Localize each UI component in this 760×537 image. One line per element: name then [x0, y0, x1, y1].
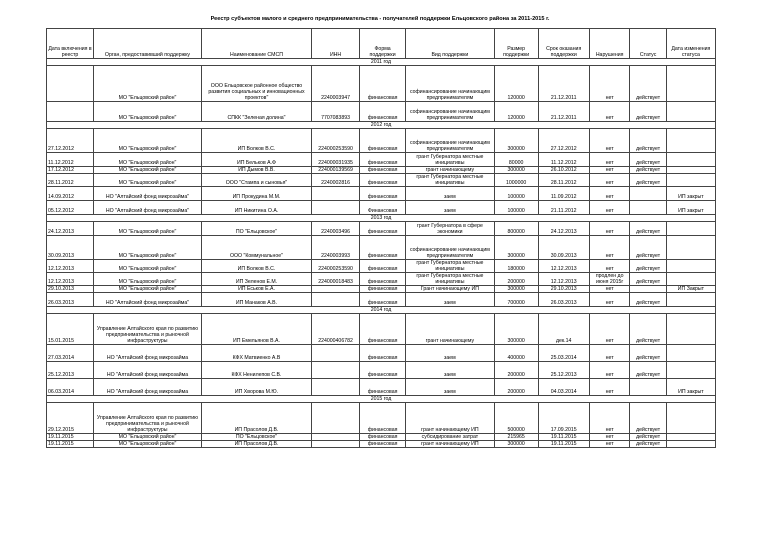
table-cell: 15.01.2015 — [47, 314, 94, 345]
table-cell: Грант начинающему ИП — [406, 286, 495, 293]
table-cell: нет — [589, 345, 630, 362]
table-cell: 30.09.2013 — [47, 236, 94, 260]
table-cell: 80000 — [494, 153, 538, 167]
table-cell: 300000 — [494, 129, 538, 153]
table-cell: ИП Никитина О.А. — [201, 201, 311, 215]
table-cell: ИП Емельянов В.А. — [201, 314, 311, 345]
table-cell: финансовая — [360, 222, 406, 236]
table-cell: МО "Ельцовский район" — [94, 174, 202, 187]
table-cell: 21.12.2011 — [538, 66, 589, 102]
table-cell: 27.03.2014 — [47, 345, 94, 362]
table-cell: действует — [630, 222, 666, 236]
table-cell: МО "Ельцовский район" — [94, 66, 202, 102]
table-cell: ИП Манаков А.В. — [201, 293, 311, 307]
table-cell: 224000139569 — [312, 167, 360, 174]
table-cell: 700000 — [494, 293, 538, 307]
table-cell: ПО "Ельцовское" — [201, 222, 311, 236]
table-cell: 26.03.2013 — [47, 293, 94, 307]
table-cell: действует — [630, 362, 666, 379]
table-cell: 12.12.2013 — [538, 273, 589, 286]
table-cell — [312, 403, 360, 434]
table-cell: нет — [589, 102, 630, 122]
table-cell: финансовая — [360, 260, 406, 273]
table-cell: финансовая — [360, 129, 406, 153]
table-cell: ИП Еськов Е.А. — [201, 286, 311, 293]
year-row — [47, 396, 716, 403]
table-cell — [666, 314, 715, 345]
table-cell: действует — [630, 434, 666, 441]
table-cell: 100000 — [494, 187, 538, 201]
table-cell: нет — [589, 129, 630, 153]
table-cell: 300000 — [494, 286, 538, 293]
table-cell: 224000018483 — [312, 273, 360, 286]
table-cell — [666, 273, 715, 286]
table-cell: Финансовая — [360, 201, 406, 215]
table-cell: грант начинающему ИП — [406, 403, 495, 434]
table-row — [47, 187, 716, 201]
table-cell — [666, 260, 715, 273]
table-cell: нет — [589, 260, 630, 273]
table-cell: действует — [630, 167, 666, 174]
table-cell — [666, 441, 715, 448]
col-header-authority: Орган, предоставивший поддержку — [94, 29, 202, 59]
table-cell: софинансирование начинающим предпринимателям — [406, 236, 495, 260]
table-cell: заем — [406, 201, 495, 215]
year-label: 2014 год — [47, 307, 716, 314]
table-cell: софинансирование начинающим предпринимателям — [406, 129, 495, 153]
table-cell: 300000 — [494, 314, 538, 345]
table-cell: ИП закрыт — [666, 187, 715, 201]
table-cell: 224000253590 — [312, 260, 360, 273]
table-cell: ПО "Ельцовское" — [201, 434, 311, 441]
table-cell: 25.03.2014 — [538, 345, 589, 362]
table-cell: 19.11.2015 — [538, 434, 589, 441]
table-cell — [47, 102, 94, 122]
table-cell — [630, 286, 666, 293]
table-cell: действует — [630, 441, 666, 448]
table-cell: МО "Ельцовский район" — [94, 222, 202, 236]
table-cell: финансовая — [360, 293, 406, 307]
table-cell: финансовая — [360, 153, 406, 167]
table-cell: финансовая — [360, 66, 406, 102]
table-cell — [666, 174, 715, 187]
table-cell: грант начинающему ИП — [406, 441, 495, 448]
table-cell: 27.12.2012 — [538, 129, 589, 153]
table-cell: ИП Прасолов Д.В. — [201, 441, 311, 448]
table-cell — [666, 345, 715, 362]
table-cell: 30.09.2013 — [538, 236, 589, 260]
table-cell — [312, 434, 360, 441]
table-cell: грант Губернатора в сфере экономики — [406, 222, 495, 236]
year-row — [47, 215, 716, 222]
table-cell: 28.11.2012 — [538, 174, 589, 187]
table-cell: нет — [589, 434, 630, 441]
table-cell — [312, 286, 360, 293]
table-cell: МО "Ельцовский район" — [94, 434, 202, 441]
col-header-kind: Вид поддержки — [406, 29, 495, 59]
table-cell: нет — [589, 441, 630, 448]
table-header-row — [47, 29, 716, 59]
table-cell: нет — [589, 403, 630, 434]
table-cell: 1000000 — [494, 174, 538, 187]
table-cell: нет — [589, 222, 630, 236]
table-cell: грант Губернатора местные инициативы — [406, 153, 495, 167]
table-cell: 180000 — [494, 260, 538, 273]
table-cell: 300000 — [494, 441, 538, 448]
table-cell: 11.09.2012 — [538, 187, 589, 201]
table-cell — [47, 66, 94, 102]
table-cell: финансовая — [360, 345, 406, 362]
col-header-date: Дата включения в реестр — [47, 29, 94, 59]
table-cell: КФХ Ненилепов С.В. — [201, 362, 311, 379]
year-label: 2013 год — [47, 215, 716, 222]
table-cell: ИП Прасолов Д.В. — [201, 403, 311, 434]
table-cell: финансовая — [360, 379, 406, 396]
table-cell: действует — [630, 403, 666, 434]
table-cell: 04.03.2014 — [538, 379, 589, 396]
table-cell: нет — [589, 167, 630, 174]
table-cell: грант начинающему — [406, 167, 495, 174]
table-cell: 400000 — [494, 345, 538, 362]
table-cell: финансовая — [360, 174, 406, 187]
table-cell — [312, 201, 360, 215]
table-cell: НО "Алтайский фонд микрозайма — [94, 345, 202, 362]
table-cell: заем — [406, 187, 495, 201]
table-cell: 24.12.2013 — [538, 222, 589, 236]
table-cell: нет — [589, 236, 630, 260]
table-cell — [666, 129, 715, 153]
table-cell: действует — [630, 102, 666, 122]
table-row — [47, 236, 716, 260]
table-cell: софинансирование начинающим предпринимателям — [406, 102, 495, 122]
table-cell: грант Губернатора местные инициативы — [406, 273, 495, 286]
table-cell: МО "Ельцовский район" — [94, 236, 202, 260]
table-row — [47, 403, 716, 434]
table-row — [47, 379, 716, 396]
table-cell — [630, 187, 666, 201]
table-cell: дек.14 — [538, 314, 589, 345]
table-cell: 25.12.2013 — [47, 362, 94, 379]
table-cell: 12.12.2013 — [538, 260, 589, 273]
table-cell: МО "Ельцовский район" — [94, 273, 202, 286]
table-cell: нет — [589, 174, 630, 187]
table-cell: софинансирование начинающим предпринимателям — [406, 66, 495, 102]
table-cell: 300000 — [494, 236, 538, 260]
col-header-form: Форма поддержки — [360, 29, 406, 59]
table-cell: 2240003496 — [312, 222, 360, 236]
table-row — [47, 345, 716, 362]
table-cell: 29.12.2015 — [47, 403, 94, 434]
table-row — [47, 314, 716, 345]
table-cell: действует — [630, 174, 666, 187]
table-cell: 2240003993 — [312, 236, 360, 260]
table-cell: МО "Ельцовский район" — [94, 441, 202, 448]
table-cell: 25.12.2013 — [538, 362, 589, 379]
table-cell — [312, 293, 360, 307]
table-cell: 24.12.2013 — [47, 222, 94, 236]
table-cell: НО "Алтайский фонд микрозайма" — [94, 187, 202, 201]
table-cell: 11.12.2012 — [538, 153, 589, 167]
table-cell — [312, 187, 360, 201]
table-cell: ИП Зеленов Е.М. — [201, 273, 311, 286]
table-cell: финансовая — [360, 167, 406, 174]
table-cell: 17.09.2015 — [538, 403, 589, 434]
year-label: 2011 год — [47, 59, 716, 66]
table-cell: финансовая — [360, 403, 406, 434]
table-cell: 21.12.2011 — [538, 102, 589, 122]
table-cell: 224000031935 — [312, 153, 360, 167]
table-cell: МО "Ельцовский район" — [94, 153, 202, 167]
table-cell: 26.10.2012 — [538, 167, 589, 174]
table-cell: финансовая — [360, 187, 406, 201]
table-cell: КФХ Матвиенко А.В — [201, 345, 311, 362]
table-cell: нет — [589, 379, 630, 396]
table-cell — [666, 403, 715, 434]
table-cell: заем — [406, 345, 495, 362]
table-cell — [630, 201, 666, 215]
table-row — [47, 66, 716, 102]
table-cell: нет — [589, 187, 630, 201]
table-row — [47, 273, 716, 286]
table-cell: 120000 — [494, 66, 538, 102]
table-row — [47, 362, 716, 379]
table-cell: действует — [630, 314, 666, 345]
table-cell: действует — [630, 66, 666, 102]
table-cell: СПКК "Зеленая долина" — [201, 102, 311, 122]
table-cell: ИП Хворова М.Ю. — [201, 379, 311, 396]
table-cell — [666, 236, 715, 260]
table-cell — [312, 362, 360, 379]
col-header-name: Наименование СМСП — [201, 29, 311, 59]
table-cell: нет — [589, 314, 630, 345]
table-cell: нет — [589, 153, 630, 167]
year-label: 2015 год — [47, 396, 716, 403]
table-cell: 05.12.2012 — [47, 201, 94, 215]
page-title: Реестр субъектов малого и среднего предпринимательства - получателей поддержки Ельцовского района за 2011-2015 г. — [210, 16, 550, 22]
table-cell: 224000406782 — [312, 314, 360, 345]
table-cell: 12.12.2013 — [47, 273, 94, 286]
table-row — [47, 201, 716, 215]
table-cell: 19.11.2015 — [47, 441, 94, 448]
table-cell: 200000 — [494, 273, 538, 286]
table-cell — [666, 102, 715, 122]
table-cell — [666, 66, 715, 102]
table-cell: 100000 — [494, 201, 538, 215]
table-cell: 28.11.2012 — [47, 174, 94, 187]
table-cell: заем — [406, 293, 495, 307]
table-cell: 17.12.2012 — [47, 167, 94, 174]
table-cell: ИП Волков В.С. — [201, 129, 311, 153]
table-cell: ИП Закрыт — [666, 286, 715, 293]
table-cell: 27.12.2012 — [47, 129, 94, 153]
table-cell: 500000 — [494, 403, 538, 434]
table-row — [47, 434, 716, 441]
table-cell: нет — [589, 293, 630, 307]
table-cell: действует — [630, 260, 666, 273]
table-cell: финансовая — [360, 273, 406, 286]
table-row — [47, 222, 716, 236]
table-cell: финансовая — [360, 441, 406, 448]
table-cell: 224000253590 — [312, 129, 360, 153]
table-cell: 200000 — [494, 362, 538, 379]
table-cell: действует — [630, 153, 666, 167]
table-cell: заем — [406, 362, 495, 379]
table-cell: действует — [630, 236, 666, 260]
table-cell: ИП закрыт — [666, 201, 715, 215]
table-cell: 26.03.2013 — [538, 293, 589, 307]
table-cell: нет — [589, 286, 630, 293]
table-cell — [666, 434, 715, 441]
col-header-violations: Нарушения — [589, 29, 630, 59]
table-cell: финансовая — [360, 434, 406, 441]
table-cell: ИП Дымов В.В. — [201, 167, 311, 174]
table-cell: 14.09.2012 — [47, 187, 94, 201]
table-cell — [630, 379, 666, 396]
col-header-status: Статус — [630, 29, 666, 59]
table-cell: действует — [630, 129, 666, 153]
table-cell: нет — [589, 66, 630, 102]
table-cell — [666, 222, 715, 236]
registry-table — [46, 28, 716, 448]
table-cell: 29.10.2013 — [47, 286, 94, 293]
table-cell: ИП Волков В.С. — [201, 260, 311, 273]
table-cell: финансовая — [360, 236, 406, 260]
year-row — [47, 307, 716, 314]
table-cell: грант Губернатора местные инициативы — [406, 174, 495, 187]
table-cell: действует — [630, 345, 666, 362]
table-cell: продлен до июня 2015г — [589, 273, 630, 286]
table-cell: финансовая — [360, 314, 406, 345]
table-cell: Управление Алтайского края по развитию предпринимательства и рыночной инфраструктуры — [94, 314, 202, 345]
table-cell: нет — [589, 362, 630, 379]
table-cell: ИП закрыт — [666, 379, 715, 396]
table-cell: 19.11.2015 — [47, 434, 94, 441]
table-cell — [312, 345, 360, 362]
table-cell: заем — [406, 379, 495, 396]
table-body — [47, 59, 716, 448]
table-cell: НО "Алтайский фонд микрозайма — [94, 379, 202, 396]
table-row — [47, 167, 716, 174]
table-cell: МО "Ельцовский район" — [94, 260, 202, 273]
table-row — [47, 293, 716, 307]
table-cell: ИП Прокудина М.М. — [201, 187, 311, 201]
table-cell: Управление Алтайского края по развитию предпринимательства и рыночной инфраструктуры — [94, 403, 202, 434]
table-cell — [312, 379, 360, 396]
table-cell: 215965 — [494, 434, 538, 441]
table-cell: 2240003947 — [312, 66, 360, 102]
table-row — [47, 174, 716, 187]
table-cell — [666, 167, 715, 174]
table-cell: финансовая — [360, 102, 406, 122]
table-row — [47, 129, 716, 153]
table-cell: МО "Ельцовский район" — [94, 286, 202, 293]
table-cell — [666, 362, 715, 379]
table-cell: ООО "Стампа и сыновья" — [201, 174, 311, 187]
table-cell: 300000 — [494, 167, 538, 174]
table-cell: МО "Ельцовский район" — [94, 167, 202, 174]
year-label: 2012 год — [47, 122, 716, 129]
table-cell — [666, 153, 715, 167]
table-cell: грант Губернатора местные инициативы — [406, 260, 495, 273]
table-cell: ООО "Коммунальное" — [201, 236, 311, 260]
table-cell: действует — [630, 273, 666, 286]
table-cell: НО "Алтайский фонд микрозайма" — [94, 201, 202, 215]
table-cell: финансовая — [360, 286, 406, 293]
table-cell: 11.12.2012 — [47, 153, 94, 167]
table-cell: 12.12.2013 — [47, 260, 94, 273]
table-cell: субсидирование затрат — [406, 434, 495, 441]
table-cell: ООО Ельцовское районное общество развития социальных и инновационных проектов" — [201, 66, 311, 102]
table-cell: 7707083893 — [312, 102, 360, 122]
table-row — [47, 286, 716, 293]
table-row — [47, 441, 716, 448]
table-cell: финансовая — [360, 362, 406, 379]
table-cell: 19.11.2015 — [538, 441, 589, 448]
table-row — [47, 102, 716, 122]
col-header-inn: ИНН — [312, 29, 360, 59]
table-cell: НО "Алтайский фонд микрозайма — [94, 362, 202, 379]
table-cell: 21.11.2012 — [538, 201, 589, 215]
table-cell: МО "Ельцовский район" — [94, 102, 202, 122]
table-cell: МО "Ельцовский район" — [94, 129, 202, 153]
table-cell: 800000 — [494, 222, 538, 236]
table-cell: 2240002816 — [312, 174, 360, 187]
table-cell — [666, 293, 715, 307]
table-cell: нет — [589, 201, 630, 215]
table-row — [47, 153, 716, 167]
col-header-amount: Размер поддержки — [494, 29, 538, 59]
table-cell: грант начинающему — [406, 314, 495, 345]
table-cell: действует — [630, 293, 666, 307]
col-header-status-date: Дата изменения статуса — [666, 29, 715, 59]
table-row — [47, 260, 716, 273]
table-cell — [312, 441, 360, 448]
table-cell: НО "Алтайский фонд микрозайма" — [94, 293, 202, 307]
table-cell: 200000 — [494, 379, 538, 396]
table-cell: ИП Бельков А.Ф — [201, 153, 311, 167]
table-cell: 120000 — [494, 102, 538, 122]
year-row — [47, 122, 716, 129]
table-cell: 29.10.2013 — [538, 286, 589, 293]
table-cell: 06.03.2014 — [47, 379, 94, 396]
year-row — [47, 59, 716, 66]
col-header-term: Срок оказания поддержки — [538, 29, 589, 59]
